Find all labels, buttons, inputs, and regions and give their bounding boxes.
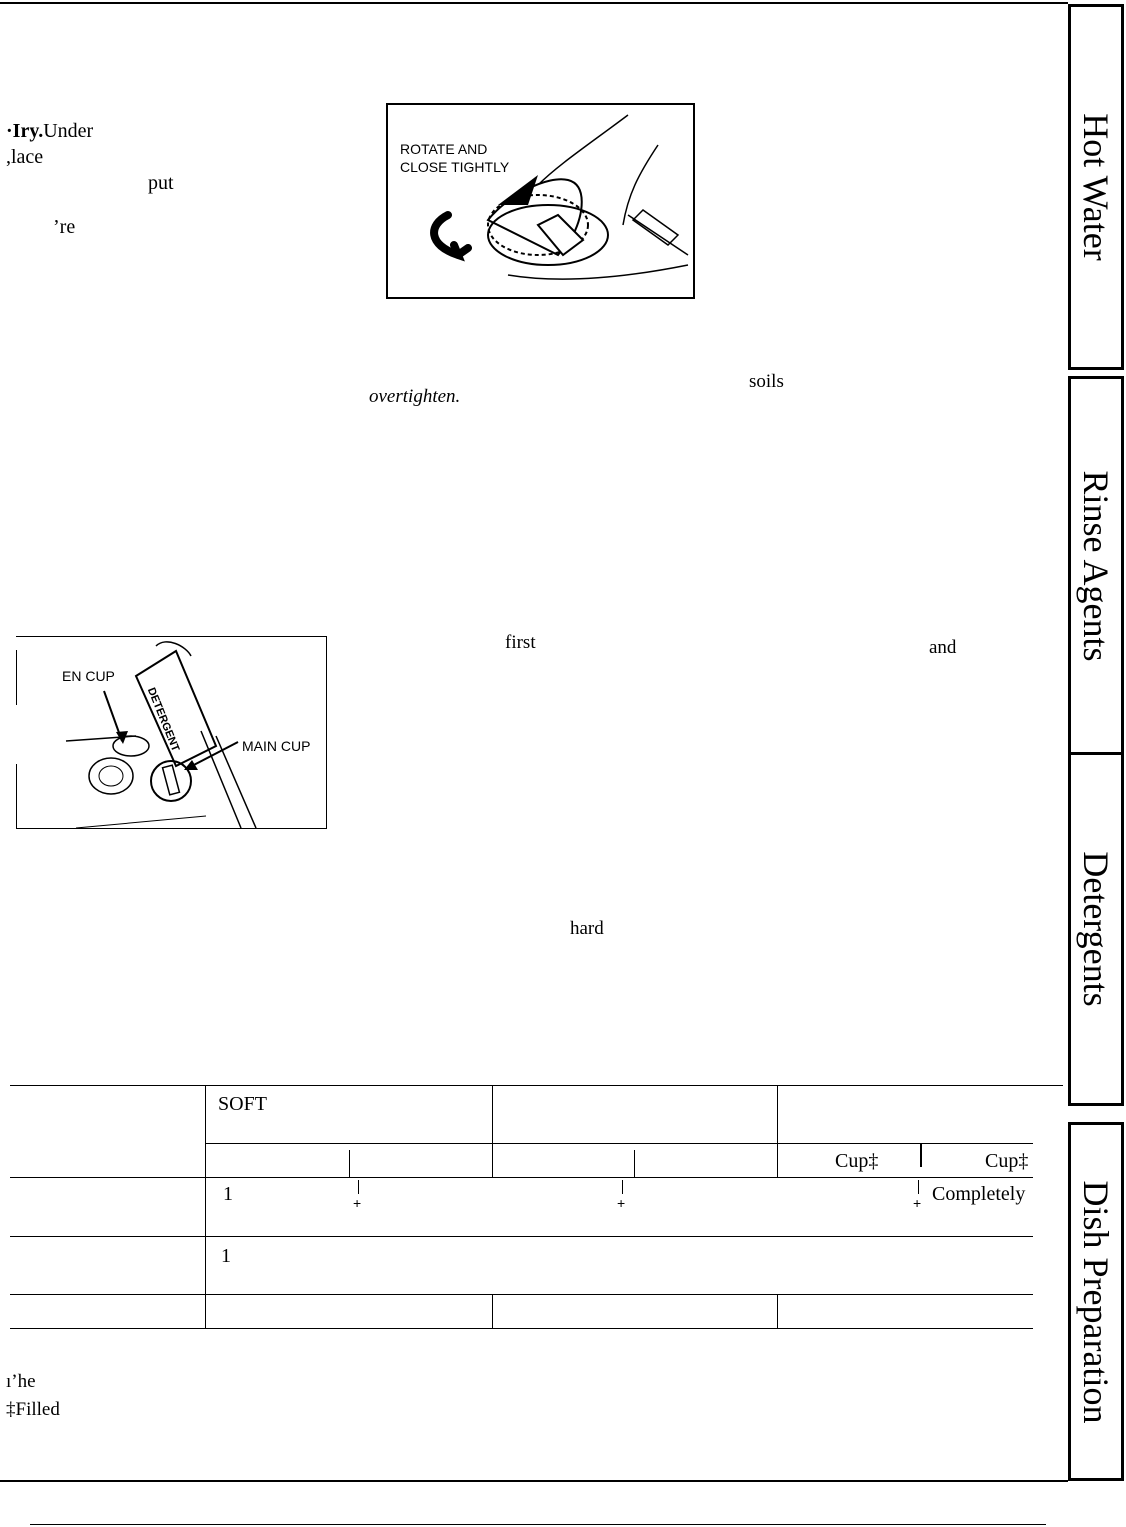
side-tab-dish-preparation[interactable] — [1068, 1122, 1124, 1481]
left-fragment-3: put — [148, 172, 174, 194]
bottom-rule — [0, 1480, 1068, 1482]
side-tab-rinse-agents-label: Rinse Agents — [1076, 469, 1116, 662]
text-soils: soils — [749, 371, 784, 392]
left-fragment-1: ·Iry.Under — [6, 120, 94, 142]
side-tab-hot-water[interactable] — [1068, 4, 1124, 370]
side-tab-dish-preparation-label: Dish Preparation — [1076, 1180, 1116, 1423]
top-rule — [0, 2, 1068, 4]
detergent-cups-figure — [16, 636, 327, 829]
side-tab-hot-water-label: Hot Water — [1076, 113, 1116, 261]
table-header-soft: SOFT — [218, 1093, 267, 1115]
table-row1-completely: Completely — [932, 1183, 1026, 1205]
table-row2-col1: 1 — [221, 1245, 231, 1267]
footnote-1: ı’he — [6, 1371, 36, 1392]
text-hard: hard — [570, 918, 604, 939]
text-and: and — [929, 637, 957, 658]
rotate-label-2: CLOSE TIGHTLY — [400, 159, 510, 175]
rotate-close-figure — [386, 103, 695, 299]
footnote-2: ‡Filled — [6, 1399, 60, 1420]
detergent-box-text: DETERGENT — [144, 686, 182, 754]
side-tab-rinse-agents[interactable] — [1068, 376, 1124, 752]
open-cup-label: EN CUP — [62, 668, 115, 684]
table-row1-col1: 1 — [223, 1183, 233, 1205]
table-subheader-cup-1: Cup‡ — [835, 1150, 879, 1172]
footer-rule — [30, 1524, 1046, 1525]
text-first: first — [505, 632, 536, 653]
text-overtighten: overtighten. — [369, 386, 461, 407]
rotate-label-1: ROTATE AND — [400, 141, 488, 157]
side-tab-detergents-label: Detergents — [1076, 851, 1116, 1007]
table-plus-2: + — [617, 1195, 626, 1211]
side-tab-detergents[interactable] — [1068, 752, 1124, 1106]
table-plus-3: + — [913, 1195, 922, 1211]
table-subheader-cup-2: Cup‡ — [985, 1150, 1029, 1172]
left-fragment-2: ,lace — [6, 146, 44, 168]
left-fragment-4: ’re — [53, 216, 76, 238]
main-cup-label: MAIN CUP — [242, 738, 311, 754]
hand-rotating-cap-illustration — [388, 105, 693, 297]
table-plus-1: + — [353, 1195, 362, 1211]
